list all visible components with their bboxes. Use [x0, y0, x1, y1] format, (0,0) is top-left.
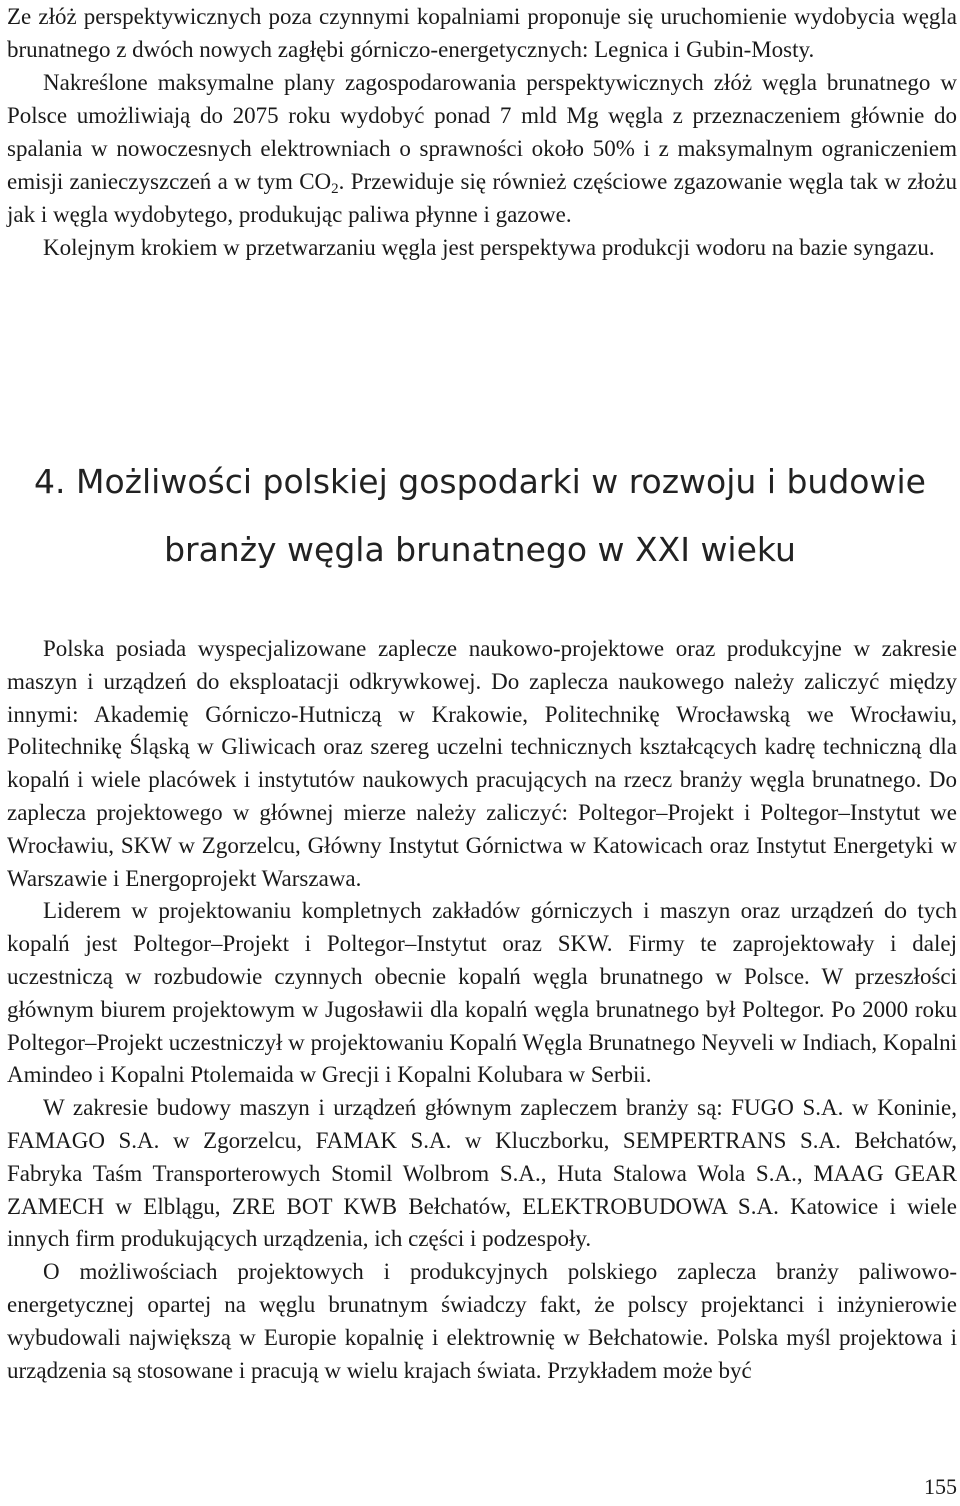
co2-subscript: 2 [331, 181, 339, 197]
intro-paragraph-2 [7, 66, 957, 231]
section-heading [0, 448, 960, 584]
body-paragraph-1: Polska posiada wyspecjalizowane zaplecze naukowo-projektowe oraz produkcyjne w zakresie maszyn i urządzeń do eksploatacji odkrywkowej. Do zaplecza naukowego należy zaliczyć między innymi: Akademię Górniczo-Hutniczą w Krakowie, Politechnikę Wrocławską we Wrocławiu, Politechnikę Śląską w Gliwicach oraz szereg uczelni technicznych kształcących kadrę techniczną dla kopalń i wiele placówek i instytutów naukowych pracujących na rzecz branży węgla brunatnego. Do zaplecza projektowego w głównej mierze należy zaliczyć: Poltegor–Projekt i Poltegor–Instytut we Wrocławiu, SKW w Zgorzelcu, Główny Instytut Górnictwa w Katowicach oraz Instytut Energetyki w Warszawie i Energoprojekt Warszawa. [7, 636, 957, 891]
page-number: 155 [924, 1474, 957, 1499]
intro-paragraph-2-end: . Przewiduje się również częściowe zgazowanie węgla tak w złożu jak i węgla wydobytego, produkując paliwa płynne i gazowe. [7, 169, 957, 227]
intro-paragraph-1: Ze złóż perspektywicznych poza czynnymi kopalniami proponuje się uruchomienie wydobycia węgla brunatnego z dwóch nowych zagłębi górniczo-energetycznych: Legnica i Gubin-Mosty. [7, 4, 957, 62]
intro-paragraph-2-start: Nakreślone maksymalne plany zagospodarowania perspektywicznych złóż węgla brunatnego w Polsce umożliwiają do 2075 roku wydobyć ponad 7 mld Mg węgla z przeznaczeniem głównie do spalania w nowoczesnych elektrowniach o sprawności około 50% i z maksymalnym ograniczeniem emisji zanieczyszczeń a w tym CO [7, 70, 957, 194]
body-paragraph-3: W zakresie budowy maszyn i urządzeń głównym zapleczem branży są: FUGO S.A. w Koninie, FAMAGO S.A. w Zgorzelcu, FAMAK S.A. w Kluczborku, SEMPERTRANS S.A. Bełchatów, Fabryka Taśm Transporterowych Stomil Wolbrom S.A., Huta Stalowa Wola S.A., MAAG GEAR ZAMECH w Elblągu, ZRE BOT KWB Bełchatów, ELEKTROBUDOWA S.A. Katowice i wiele innych firm produkujących urządzenia, ich części i podzespoły. [7, 1095, 957, 1252]
intro-paragraph-3: Kolejnym krokiem w przetwarzaniu węgla jest perspektywa produkcji wodoru na bazie syngazu. [43, 235, 935, 260]
section-body [7, 633, 957, 1387]
section-heading-line-1: 4. Możliwości polskiej gospodarki w rozwoju i budowie [34, 462, 926, 501]
section-heading-line-2: branży węgla brunatnego w XXI wieku [164, 530, 796, 569]
body-paragraph-4: O możliwościach projektowych i produkcyjnych polskiego zaplecza branży paliwowo-energetycznej opartej na węglu brunatnym świadczy fakt, że polscy projektanci i inżynierowie wybudowali największą w Europie kopalnię i elektrownię w Bełchatowie. Polska myśl projektowa i urządzenia są stosowane i pracują w wielu krajach świata. Przykładem może być [7, 1259, 957, 1383]
body-paragraph-2: Liderem w projektowaniu kompletnych zakładów górniczych i maszyn oraz urządzeń do tych kopalń jest Poltegor–Projekt i Poltegor–Instytut oraz SKW. Firmy te zaprojektowały i dalej uczestniczą w rozbudowie czynnych obecnie kopalń węgla brunatnego w Polsce. W przeszłości głównym biurem projektowym w Jugosławii dla kopalń węgla brunatnego był Poltegor. Po 2000 roku Poltegor–Projekt uczestniczył w projektowaniu Kopalń Węgla Brunatnego Neyveli w Indiach, Kopalni Amindeo i Kopalni Ptolemaida w Grecji i Kopalni Kolubara w Serbii. [7, 898, 957, 1088]
intro-section [7, 0, 957, 264]
